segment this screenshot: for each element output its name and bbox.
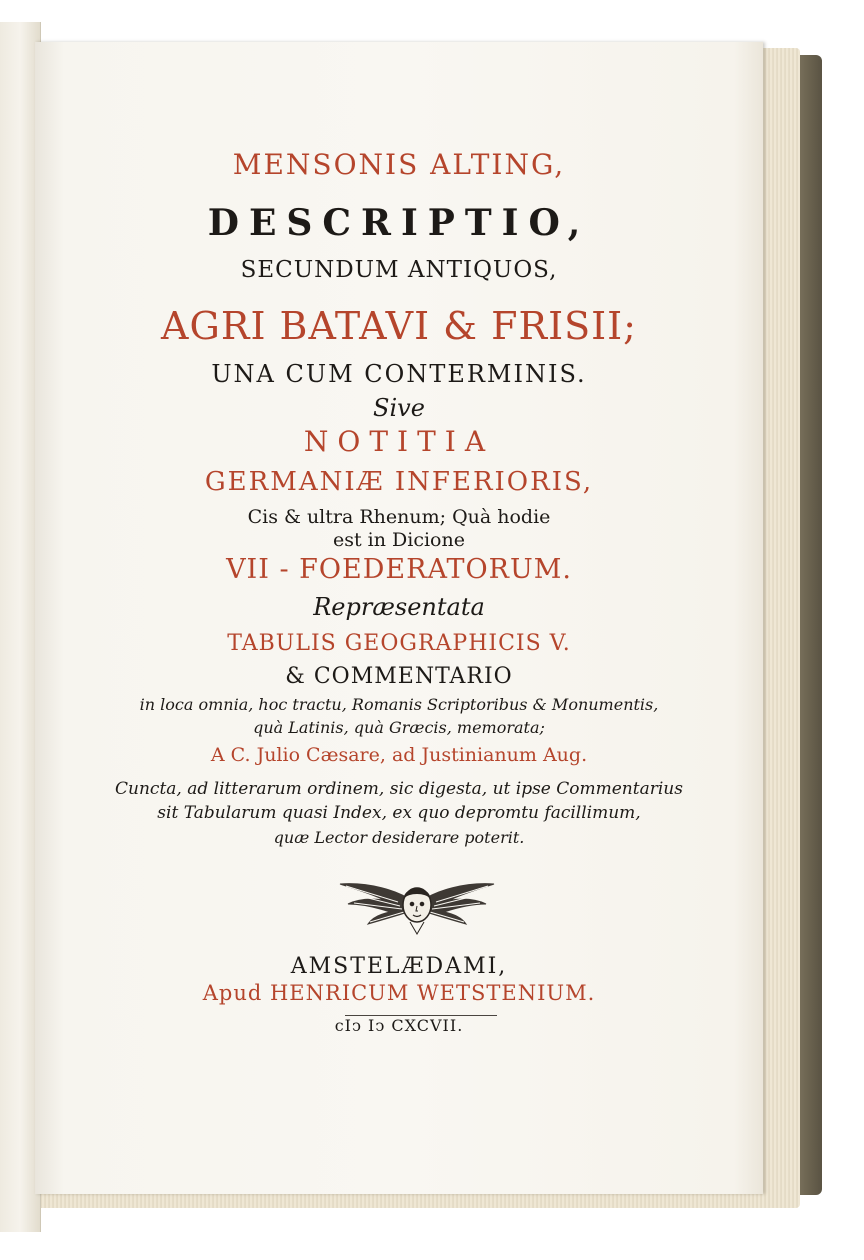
imprint-rule — [345, 1015, 497, 1016]
city-line: AMSTELÆDAMI, — [290, 954, 508, 979]
foederatorum-line: VII - FOEDERATORUM. — [226, 554, 572, 585]
qua-latinis-line: quà Latinis, quà Græcis, memorata; — [253, 718, 545, 737]
sive-line: Sive — [373, 394, 425, 422]
repraesentata-line: Repræsentata — [313, 593, 485, 621]
germaniae-line: GERMANIÆ INFERIORIS, — [204, 467, 594, 497]
tabulis-line: TABULIS GEOGRAPHICIS V. — [227, 631, 571, 656]
region-line: AGRI BATAVI & FRISII; — [161, 304, 637, 348]
commentario-line: & COMMENTARIO — [285, 664, 513, 689]
quae-line: quæ Lector desiderare poterit. — [273, 828, 525, 847]
dicione-line: est in Dicione — [333, 529, 465, 551]
title-line: DESCRIPTIO, — [207, 202, 591, 244]
notitia-line: NOTITIA — [303, 425, 495, 458]
cis-ultra-line: Cis & ultra Rhenum; Quà hodie — [247, 506, 551, 528]
year-line: cIↄ Iↄ CXCVII. — [334, 1016, 464, 1035]
cuncta-line: Cuncta, ad litterarum ordinem, sic digesta, ut ipse Commentarius — [115, 779, 683, 799]
conterminis-line: UNA CUM CONTERMINIS. — [211, 360, 587, 388]
in-loca-line: in loca omnia, hoc tractu, Romanis Scriptoribus & Monumentis, — [139, 695, 659, 714]
subtitle-line: SECUNDUM ANTIQUOS, — [240, 257, 558, 283]
title-page — [35, 42, 763, 1194]
julio-line: A C. Julio Cæsare, ad Justinianum Aug. — [210, 744, 588, 766]
author-line: MENSONIS ALTING, — [232, 148, 566, 181]
sit-line: sit Tabularum quasi Index, ex quo depromtu facillimum, — [157, 803, 641, 823]
winged-cherub-head-icon — [338, 872, 496, 936]
publisher-line: Apud HENRICUM WETSTENIUM. — [202, 981, 596, 1005]
